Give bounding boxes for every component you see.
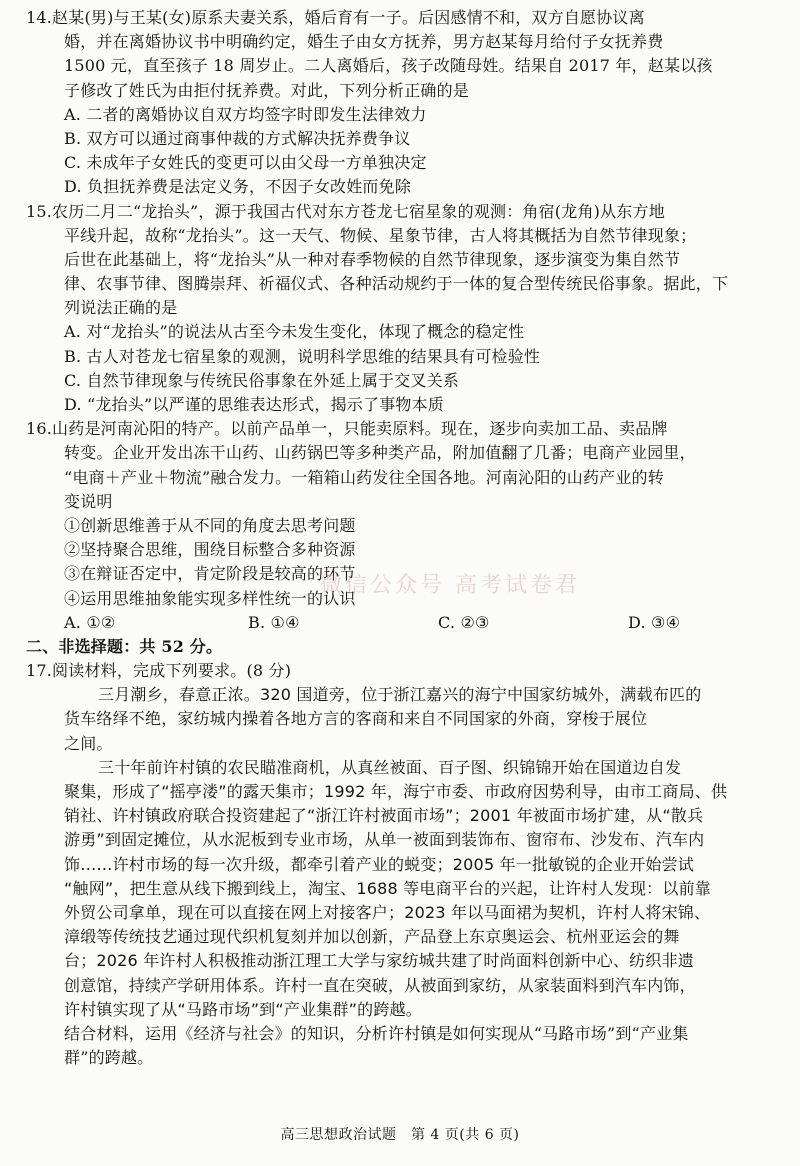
q17-material-paragraph-1: [26, 683, 774, 756]
q14-option-c: C. 未成年子女姓氏的变更可以由父母一方单独决定: [64, 153, 427, 173]
q14-option-b: B. 双方可以通过商事仲裁的方式解决抚养费争议: [64, 128, 411, 148]
material-line: 三十年前许村镇的农民瞄准商机，从真丝被面、百子图、织锦锦开始在国道边自发: [98, 757, 682, 777]
q15-stem-line: 平线升起，故称“龙抬头”。这一天气、物候、星象节律，古人将其概括为自然节律现象；: [64, 225, 697, 245]
q16-stem-line: 变说明: [64, 491, 113, 511]
material-line: 货车络绎不绝，家纺城内操着各地方言的客商和来自不同国家的外商，穿梭于展位: [64, 709, 648, 729]
q16-stem-line: “电商＋产业＋物流”融合发力。一箱箱山药发往全国各地。河南沁阳的山药产业的转: [64, 467, 664, 487]
material-line: 饰……许村市场的每一次升级，都牵引着产业的蜕变；2005 年一批敏锐的企业开始尝试: [64, 854, 695, 874]
q16-statement-3: ③在辩证否定中，肯定阶段是较高的环节: [64, 564, 356, 584]
q14-stem-line: 1500 元，直至孩子 18 周岁止。二人离婚后，孩子改随母姓。结果自 2017 年，赵某以孩: [64, 56, 713, 76]
q17-intro: 17.阅读材料，完成下列要求。(8 分): [26, 661, 292, 681]
q15-stem-line: 列说法正确的是: [64, 298, 178, 318]
q15-stem-line: 15.农历二月二“龙抬头”，源于我国古代对东方苍龙七宿星象的观测：角宿(龙角)从东方地: [26, 201, 665, 221]
material-line: 许村镇实现了从“马路市场”到“产业集群”的跨越。: [64, 999, 422, 1019]
material-line: “触网”，把生意从线下搬到线上，淘宝、1688 等电商平台的兴起，让许村人发现：以前靠: [64, 878, 711, 898]
material-line: 聚集，形成了“摇亭溇”的露天集市；1992 年，海宁市委、市政府因势利导，由市工商局、供: [64, 782, 728, 801]
q16-statement-4: ④运用思维抽象能实现多样性统一的认识: [64, 588, 356, 608]
q14-stem-line: 14.赵某(男)与王某(女)原系夫妻关系，婚后育有一子。后因感情不和，双方自愿协议离: [26, 8, 645, 27]
q16-choice-b: B. ①④: [248, 612, 300, 632]
material-line: 创意馆，持续产学研用体系。许村一直在突破，从被面到家纺，从家装面料到汽车内饰，: [64, 975, 696, 995]
page-footer: 高三思想政治试题 第 4 页(共 6 页): [280, 1127, 520, 1143]
q17-task-line: 群”的跨越。: [64, 1048, 154, 1068]
q15-option-c: C. 自然节律现象与传统民俗事象在外延上属于交叉关系: [64, 370, 460, 390]
q15-option-d: D. “龙抬头”以严谨的思维表达形式，揭示了事物本质: [64, 395, 444, 414]
q16-choice-d: D. ③④: [628, 612, 681, 632]
q15-stem-line: 律、农事节律、图腾崇拜、祈福仪式、各种活动规约于一体的复合型传统民俗事象。据此，下: [64, 274, 729, 294]
q16-choice-a: A. ①②: [64, 612, 116, 632]
material-line: 漳缎等传统技艺通过现代织机复刻并加以创新，产品登上东京奥运会、杭州亚运会的舞: [64, 927, 680, 947]
q16-statement-1: ①创新思维善于从不同的角度去思考问题: [64, 515, 356, 535]
material-line: 游勇”到固定摊位，从水泥板到专业市场，从单一被面到装饰布、窗帘布、沙发布、汽车内: [64, 830, 705, 850]
q15-option-b: B. 古人对苍龙七宿星象的观测，说明科学思维的结果具有可检验性: [64, 346, 541, 366]
q14-option-d: D. 负担抚养费是法定义务，不因子女改姓而免除: [64, 177, 412, 197]
watermark: 微信公众号 高考试卷君: [320, 573, 580, 598]
material-line: 台；2026 年许村人积极推动浙江理工大学与家纺城共建了时尚面料创新中心、纺织非遗: [64, 951, 695, 971]
q16-stem-line: 16.山药是河南沁阳的特产。以前产品单一，只能卖原料。现在，逐步向卖加工品、卖品牌: [26, 419, 668, 439]
q14-stem-line: 子修改了姓氏为由拒付抚养费。对此，下列分析正确的是: [64, 80, 470, 100]
question-17: [26, 659, 774, 1070]
material-line: 三月潮乡，春意正浓。320 国道旁，位于浙江嘉兴的海宁中国家纺城外，满载布匹的: [98, 685, 702, 705]
q17-material-paragraph-2: [26, 756, 774, 1022]
q15-stem-line: 后世在此基础上，将“龙抬头”从一种对春季物候的自然节律现象，逐步演变为集自然节: [64, 249, 681, 269]
q17-task-line: 结合材料，运用《经济与社会》的知识，分析许村镇是如何实现从“马路市场”到“产业集: [64, 1023, 689, 1043]
question-14: [26, 6, 774, 200]
question-16: [26, 417, 774, 635]
q16-choice-c: C. ②③: [438, 612, 490, 632]
q16-choices: [26, 611, 774, 635]
q16-statement-2: ②坚持聚合思维，围绕目标整合多种资源: [64, 540, 356, 560]
material-line: 销社、许村镇政府联合投资建起了“浙江许村被面市场”；2001 年被面市场扩建，从“散兵: [64, 806, 704, 826]
material-line: 外贸公司拿单，现在可以直接在网上对接客户；2023 年以马面裙为契机，许村人将宋锦、: [64, 902, 711, 922]
page-content: [26, 6, 774, 1070]
q15-option-a: A. 对“龙抬头”的说法从古至今未发生变化，体现了概念的稳定性: [64, 322, 525, 342]
material-line: 之间。: [64, 733, 113, 753]
q14-option-a: A. 二者的离婚协议自双方均签字时即发生法律效力: [64, 104, 427, 124]
question-15: [26, 200, 774, 418]
q14-stem-line: 婚，并在离婚协议书中明确约定，婚生子由女方抚养，男方赵某每月给付子女抚养费: [64, 32, 664, 52]
q16-stem-line: 转变。企业开发出冻干山药、山药锅巴等多种类产品，附加值翻了几番；电商产业园里，: [64, 443, 696, 463]
section-heading: 二、非选择题：共 52 分。: [26, 636, 223, 656]
